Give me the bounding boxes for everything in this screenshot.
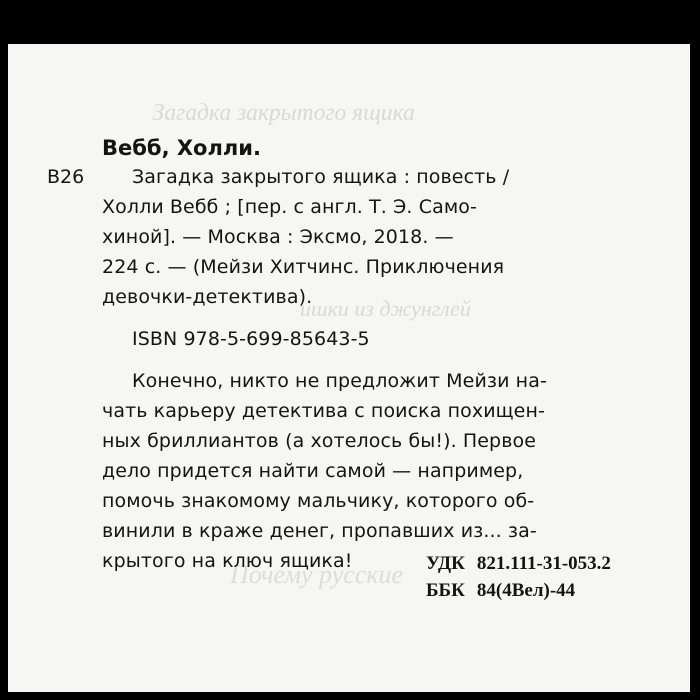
bibliographic-line: 224 с. — (Мейзи Хитчинс. Приключения: [102, 256, 505, 278]
bibliographic-line: Загадка закрытого ящика : повесть /: [132, 166, 510, 188]
scan-border-bottom: [0, 692, 700, 700]
bibliographic-line: хиной]. — Москва : Эксмо, 2018. —: [102, 226, 454, 248]
show-through-text: Загадка закрытого ящика: [152, 100, 415, 126]
udk-label: УДК: [426, 553, 465, 574]
annotation-line: чать карьеру детектива с поиска похищен-: [102, 400, 545, 422]
udk-value: 821.111-31-053.2: [476, 553, 611, 574]
bbk-value: 84(4Вел)-44: [476, 580, 576, 601]
annotation-line: помочь знакомому мальчику, которого об-: [102, 490, 535, 512]
annotation-line: крытого на ключ ящика!: [102, 550, 353, 572]
scan-border-right: [690, 0, 700, 700]
annotation-line: дело придется найти самой — например,: [102, 460, 524, 482]
scan-border-left: [0, 0, 8, 700]
show-through-text: Почему русские: [230, 560, 404, 589]
isbn: ISBN 978-5-699-85643-5: [132, 328, 370, 350]
author-heading: Вебб, Холли.: [102, 136, 261, 160]
bibliographic-line: Холли Вебб ; [пер. с англ. Т. Э. Само-: [102, 196, 477, 218]
scan-border-top: [0, 0, 700, 44]
bbk-label: ББК: [426, 580, 465, 601]
udk-classification: [426, 553, 611, 575]
show-through-text: ишки из джунглей: [300, 296, 471, 321]
bbk-classification: [426, 580, 575, 602]
annotation-line: ных бриллиантов (а хотелось бы!). Первое: [102, 430, 537, 452]
annotation-line: винили в краже денег, пропавших из... за-: [102, 520, 537, 542]
bibliographic-line: девочки-детектива).: [102, 286, 313, 308]
library-code: В26: [47, 166, 85, 188]
annotation-line: Конечно, никто не предложит Мейзи на-: [132, 370, 547, 392]
